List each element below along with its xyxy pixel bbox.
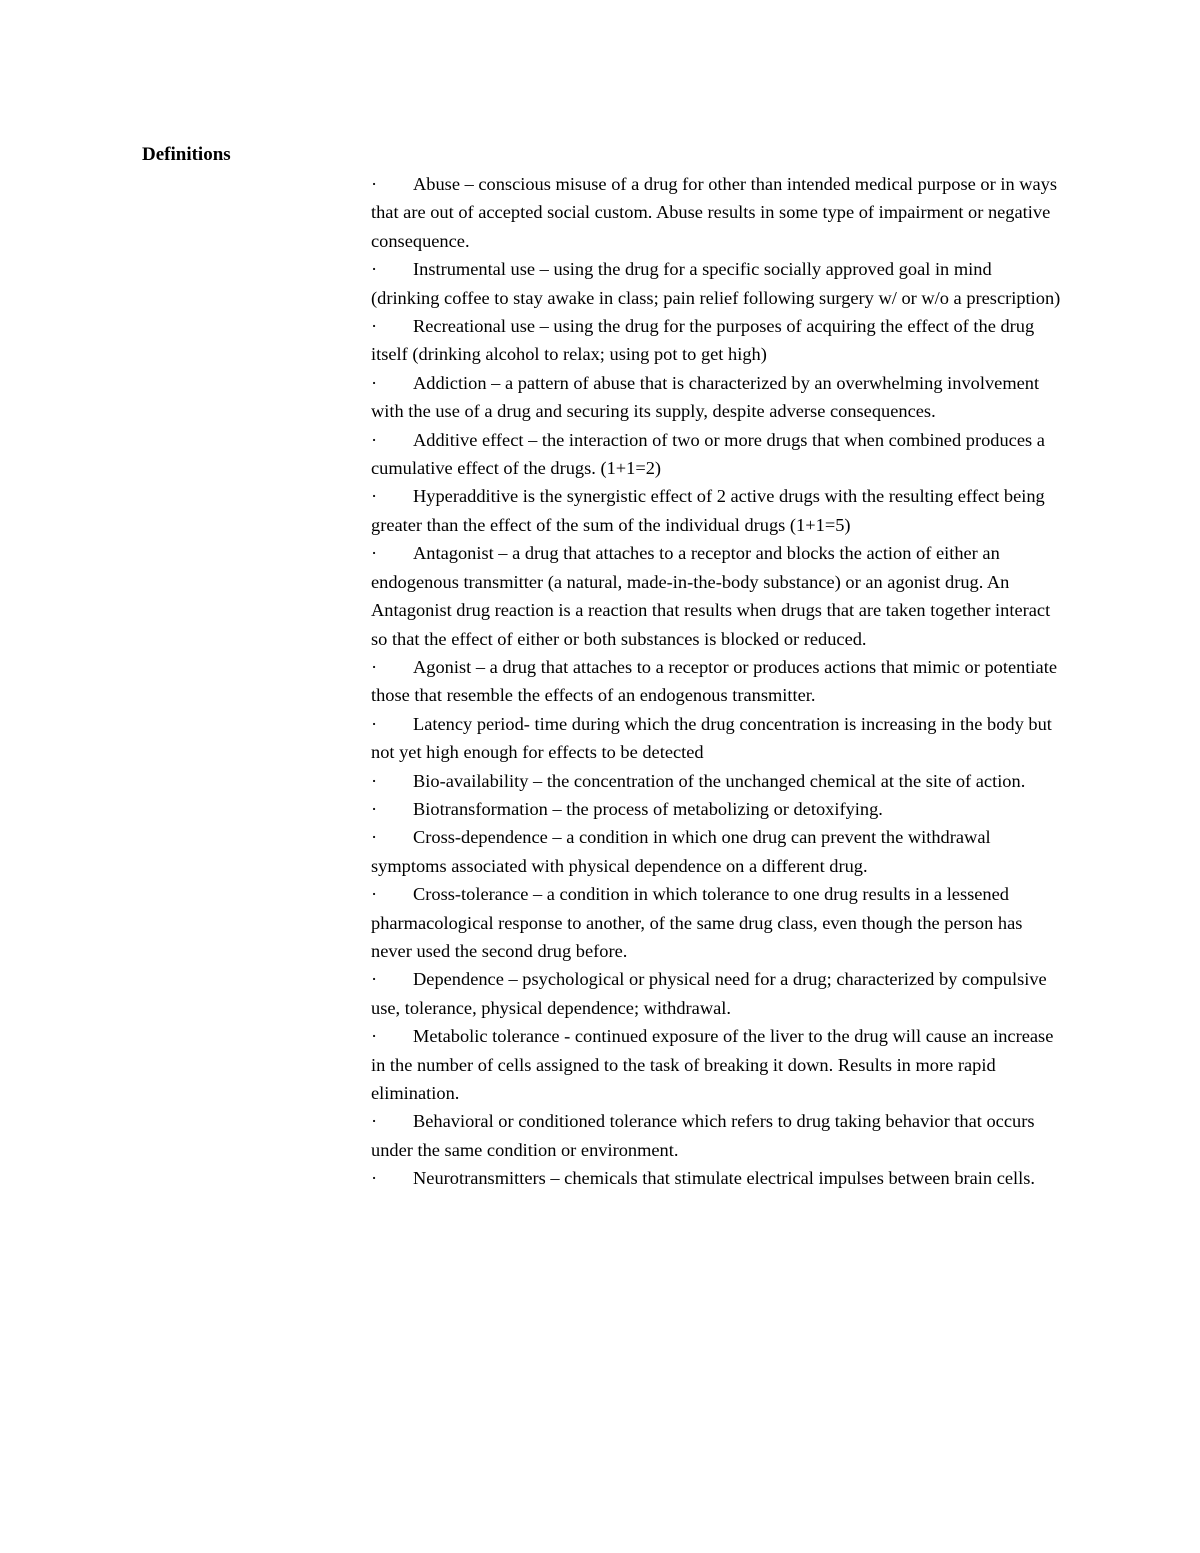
bullet-icon: · — [371, 770, 378, 791]
bullet-icon: · — [371, 656, 378, 677]
definition-item — [371, 1164, 1063, 1192]
definition-text: Instrumental use – using the drug for a specific socially approved goal in mind (drinking coffee to stay awake in class; pain relief following surgery w/ or w/o a prescription) — [371, 259, 1061, 308]
definition-item — [371, 312, 1063, 369]
definition-item — [371, 795, 1063, 823]
definition-text: Hyperadditive is the synergistic effect of 2 active drugs with the resulting effect being greater than the effect of the sum of the individual drugs (1+1=5) — [371, 486, 1045, 535]
definition-text: Bio-availability – the concentration of the unchanged chemical at the site of action. — [413, 770, 1026, 791]
bullet-icon: · — [371, 969, 378, 990]
definition-item — [371, 965, 1063, 1022]
bullet-icon: · — [371, 713, 378, 734]
definition-item — [371, 653, 1063, 710]
definition-text: Dependence – psychological or physical need for a drug; characterized by compulsive use, tolerance, physical dependence; withdrawal. — [371, 969, 1047, 1018]
definition-text: Biotransformation – the process of metabolizing or detoxifying. — [413, 798, 883, 819]
definition-item — [371, 426, 1063, 483]
bullet-icon: · — [371, 174, 378, 194]
bullet-icon: · — [371, 316, 378, 337]
bullet-icon: · — [371, 486, 378, 507]
bullet-icon: · — [371, 543, 378, 564]
definition-text: Cross-tolerance – a condition in which tolerance to one drug results in a lessened pharmacological response to another, of the same drug class, even though the person has never used the second drug before. — [371, 884, 1023, 961]
definition-item — [371, 482, 1063, 539]
definition-item — [371, 255, 1063, 312]
definition-text: Neurotransmitters – chemicals that stimulate electrical impulses between brain cells. — [413, 1168, 1036, 1189]
definition-text: Behavioral or conditioned tolerance which refers to drug taking behavior that occurs under the same condition or environment. — [371, 1111, 1035, 1160]
bullet-icon: · — [371, 798, 378, 819]
definitions-list — [371, 170, 1063, 1193]
page-title: Definitions — [142, 144, 231, 165]
definition-text: Additive effect – the interaction of two or more drugs that when combined produces a cumulative effect of the drugs. (1+1=2) — [371, 429, 1045, 479]
bullet-icon: · — [371, 1168, 378, 1189]
definition-text: Agonist – a drug that attaches to a receptor or produces actions that mimic or potentiate those that resemble the effects of an endogenous transmitter. — [371, 656, 1057, 706]
definition-text: Abuse – conscious misuse of a drug for other than intended medical purpose or in ways that are out of accepted social custom. Abuse results in some type of impairment or negative consequence. — [371, 174, 1058, 251]
definition-item — [371, 539, 1063, 653]
definition-item — [371, 767, 1063, 795]
definition-item — [371, 823, 1063, 880]
definition-item — [371, 880, 1063, 965]
definition-text: Latency period- time during which the drug concentration is increasing in the body but not yet high enough for effects to be detected — [371, 713, 1052, 763]
bullet-icon: · — [371, 1026, 378, 1047]
bullet-icon: · — [371, 1111, 378, 1132]
definition-text: Addiction – a pattern of abuse that is characterized by an overwhelming involvement with the use of a drug and securing its supply, despite adverse consequences. — [371, 372, 1040, 422]
definition-text: Antagonist – a drug that attaches to a receptor and blocks the action of either an endogenous transmitter (a natural, made-in-the-body substance) or an agonist drug. An Antagonist drug reaction is a reaction that results when drugs that are taken together interact so that the effect of either or both substances is blocked or reduced. — [371, 543, 1051, 649]
bullet-icon: · — [371, 827, 378, 848]
bullet-icon: · — [371, 259, 378, 280]
definition-item — [371, 369, 1063, 426]
definition-item — [371, 1107, 1063, 1164]
definition-text: Metabolic tolerance - continued exposure of the liver to the drug will cause an increase in the number of cells assigned to the task of breaking it down. Results in more rapid elimination. — [371, 1026, 1054, 1103]
bullet-icon: · — [371, 429, 378, 450]
bullet-icon: · — [371, 372, 378, 393]
definition-item — [371, 1022, 1063, 1107]
bullet-icon: · — [371, 884, 378, 905]
definition-item — [371, 170, 1063, 255]
definition-text: Recreational use – using the drug for the purposes of acquiring the effect of the drug itself (drinking alcohol to relax; using pot to get high) — [371, 316, 1035, 365]
definition-text: Cross-dependence – a condition in which one drug can prevent the withdrawal symptoms associated with physical dependence on a different drug. — [371, 827, 991, 876]
definition-item — [371, 710, 1063, 767]
